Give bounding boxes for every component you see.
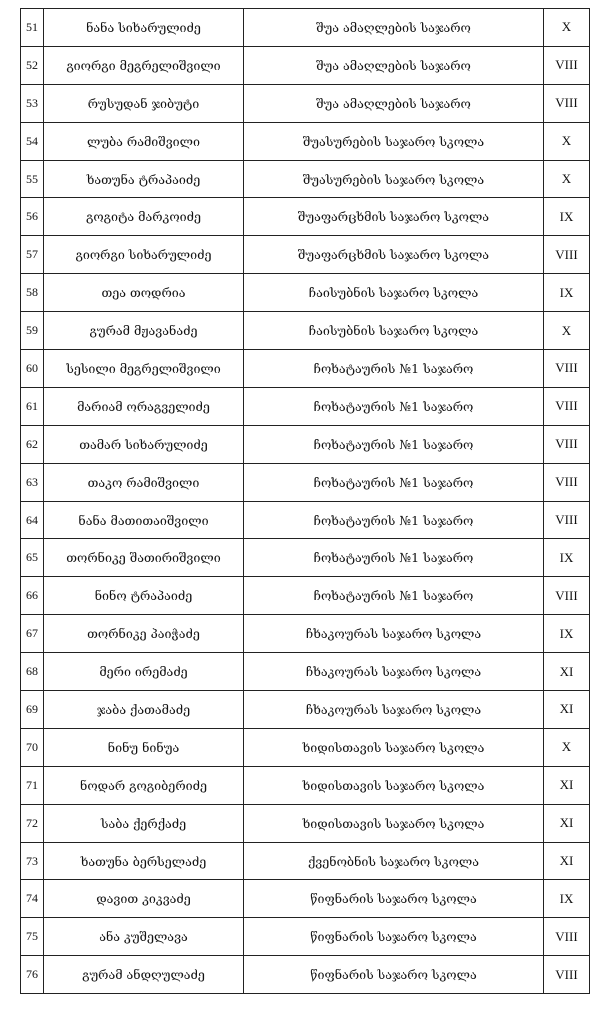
row-number-cell: 66 xyxy=(21,577,44,615)
grade-cell: IX xyxy=(544,198,590,236)
table-row xyxy=(21,766,590,804)
school-name-cell: ჩოხატაურის №1 საჯარო xyxy=(244,539,544,577)
row-number-cell: 73 xyxy=(21,842,44,880)
student-name-cell: გიორგი მეგრელიშვილი xyxy=(44,46,244,84)
grade-cell: X xyxy=(544,122,590,160)
student-name-cell: საბა ქერქაძე xyxy=(44,804,244,842)
grade-cell: VIII xyxy=(544,236,590,274)
student-name-cell: სესილი მეგრელიშვილი xyxy=(44,350,244,388)
grade-cell: VIII xyxy=(544,577,590,615)
grade-cell: IX xyxy=(544,880,590,918)
table-row xyxy=(21,46,590,84)
grade-cell: XI xyxy=(544,804,590,842)
school-name-cell: ჩოხატაურის №1 საჯარო xyxy=(244,425,544,463)
table-row xyxy=(21,691,590,729)
table-row xyxy=(21,653,590,691)
student-name-cell: თორნიკე შათირიშვილი xyxy=(44,539,244,577)
table-row xyxy=(21,539,590,577)
row-number-cell: 63 xyxy=(21,463,44,501)
table-row xyxy=(21,160,590,198)
student-name-cell: დავით კიკვაძე xyxy=(44,880,244,918)
student-name-cell: ნანა სიხარულიძე xyxy=(44,9,244,47)
grade-cell: VIII xyxy=(544,463,590,501)
student-name-cell: მერი ირემაძე xyxy=(44,653,244,691)
grade-cell: IX xyxy=(544,615,590,653)
school-name-cell: შუა ამაღლების საჯარო xyxy=(244,46,544,84)
row-number-cell: 59 xyxy=(21,312,44,350)
table-row xyxy=(21,501,590,539)
grade-cell: X xyxy=(544,160,590,198)
table-row xyxy=(21,615,590,653)
grade-cell: XI xyxy=(544,653,590,691)
grade-cell: IX xyxy=(544,539,590,577)
row-number-cell: 52 xyxy=(21,46,44,84)
row-number-cell: 68 xyxy=(21,653,44,691)
row-number-cell: 54 xyxy=(21,122,44,160)
school-name-cell: შუასურების საჯარო სკოლა xyxy=(244,122,544,160)
participants-table xyxy=(20,8,590,994)
student-name-cell: მარიამ ორაგველიძე xyxy=(44,387,244,425)
table-row xyxy=(21,122,590,160)
grade-cell: XI xyxy=(544,766,590,804)
table-row xyxy=(21,842,590,880)
school-name-cell: წიფნარის საჯარო სკოლა xyxy=(244,956,544,994)
row-number-cell: 75 xyxy=(21,918,44,956)
table-row xyxy=(21,350,590,388)
student-name-cell: გოგიტა მარკოიძე xyxy=(44,198,244,236)
student-name-cell: თაკო რამიშვილი xyxy=(44,463,244,501)
school-name-cell: შუა ამაღლების საჯარო xyxy=(244,84,544,122)
row-number-cell: 71 xyxy=(21,766,44,804)
school-name-cell: ჩოხატაურის №1 საჯარო xyxy=(244,387,544,425)
school-name-cell: შუაფარცხმის საჯარო სკოლა xyxy=(244,198,544,236)
row-number-cell: 58 xyxy=(21,274,44,312)
table-row xyxy=(21,728,590,766)
row-number-cell: 70 xyxy=(21,728,44,766)
table-row xyxy=(21,918,590,956)
table-row xyxy=(21,463,590,501)
student-name-cell: ანა კუშელავა xyxy=(44,918,244,956)
row-number-cell: 65 xyxy=(21,539,44,577)
school-name-cell: ჩოხატაურის №1 საჯარო xyxy=(244,463,544,501)
school-name-cell: ჩხაკოურას საჯარო სკოლა xyxy=(244,653,544,691)
school-name-cell: წიფნარის საჯარო სკოლა xyxy=(244,918,544,956)
student-name-cell: თორნიკე პაიჭაძე xyxy=(44,615,244,653)
table-row xyxy=(21,425,590,463)
school-name-cell: ჩოხატაურის №1 საჯარო xyxy=(244,577,544,615)
row-number-cell: 60 xyxy=(21,350,44,388)
school-name-cell: შუაფარცხმის საჯარო სკოლა xyxy=(244,236,544,274)
row-number-cell: 55 xyxy=(21,160,44,198)
school-name-cell: ხიდისთავის საჯარო სკოლა xyxy=(244,728,544,766)
school-name-cell: ქვენობნის საჯარო სკოლა xyxy=(244,842,544,880)
row-number-cell: 61 xyxy=(21,387,44,425)
school-name-cell: ჩაისუბნის საჯარო სკოლა xyxy=(244,274,544,312)
grade-cell: VIII xyxy=(544,501,590,539)
row-number-cell: 74 xyxy=(21,880,44,918)
grade-cell: X xyxy=(544,312,590,350)
student-name-cell: ხათუნა ტრაპაიძე xyxy=(44,160,244,198)
student-name-cell: ხათუნა ბერსელაძე xyxy=(44,842,244,880)
student-name-cell: ნოდარ გოგიბერიძე xyxy=(44,766,244,804)
student-name-cell: თეა თოდრია xyxy=(44,274,244,312)
table-body xyxy=(21,9,590,994)
row-number-cell: 76 xyxy=(21,956,44,994)
grade-cell: X xyxy=(544,728,590,766)
school-name-cell: ჩოხატაურის №1 საჯარო xyxy=(244,501,544,539)
school-name-cell: ჩაისუბნის საჯარო სკოლა xyxy=(244,312,544,350)
school-name-cell: შუასურების საჯარო სკოლა xyxy=(244,160,544,198)
school-name-cell: ჩხაკოურას საჯარო სკოლა xyxy=(244,691,544,729)
table-row xyxy=(21,9,590,47)
student-name-cell: თამარ სიხარულიძე xyxy=(44,425,244,463)
row-number-cell: 57 xyxy=(21,236,44,274)
row-number-cell: 67 xyxy=(21,615,44,653)
student-name-cell: ნანა მათითაიშვილი xyxy=(44,501,244,539)
grade-cell: XI xyxy=(544,842,590,880)
grade-cell: VIII xyxy=(544,918,590,956)
grade-cell: VIII xyxy=(544,387,590,425)
table-row xyxy=(21,274,590,312)
student-name-cell: ლუბა რამიშვილი xyxy=(44,122,244,160)
student-name-cell: ნინუ ნინუა xyxy=(44,728,244,766)
table-row xyxy=(21,577,590,615)
table-row xyxy=(21,956,590,994)
school-name-cell: ხიდისთავის საჯარო სკოლა xyxy=(244,804,544,842)
table-row xyxy=(21,84,590,122)
table-row xyxy=(21,312,590,350)
table-row xyxy=(21,198,590,236)
table-row xyxy=(21,236,590,274)
grade-cell: X xyxy=(544,9,590,47)
grade-cell: VIII xyxy=(544,350,590,388)
row-number-cell: 64 xyxy=(21,501,44,539)
grade-cell: IX xyxy=(544,274,590,312)
row-number-cell: 51 xyxy=(21,9,44,47)
grade-cell: VIII xyxy=(544,956,590,994)
school-name-cell: შუა ამაღლების საჯარო xyxy=(244,9,544,47)
row-number-cell: 53 xyxy=(21,84,44,122)
row-number-cell: 69 xyxy=(21,691,44,729)
student-name-cell: გიორგი სიხარულიძე xyxy=(44,236,244,274)
student-name-cell: რუსუდან ჯიბუტი xyxy=(44,84,244,122)
school-name-cell: ხიდისთავის საჯარო სკოლა xyxy=(244,766,544,804)
row-number-cell: 62 xyxy=(21,425,44,463)
grade-cell: VIII xyxy=(544,46,590,84)
grade-cell: XI xyxy=(544,691,590,729)
row-number-cell: 56 xyxy=(21,198,44,236)
student-name-cell: გურამ ანდღულაძე xyxy=(44,956,244,994)
school-name-cell: ჩხაკოურას საჯარო სკოლა xyxy=(244,615,544,653)
grade-cell: VIII xyxy=(544,425,590,463)
school-name-cell: წიფნარის საჯარო სკოლა xyxy=(244,880,544,918)
table-row xyxy=(21,880,590,918)
grade-cell: VIII xyxy=(544,84,590,122)
student-name-cell: გურამ მჟავანაძე xyxy=(44,312,244,350)
school-name-cell: ჩოხატაურის №1 საჯარო xyxy=(244,350,544,388)
row-number-cell: 72 xyxy=(21,804,44,842)
student-name-cell: ჯაბა ქათამაძე xyxy=(44,691,244,729)
table-row xyxy=(21,804,590,842)
table-row xyxy=(21,387,590,425)
participants-table-page xyxy=(20,8,586,994)
student-name-cell: ნინო ტრაპაიძე xyxy=(44,577,244,615)
